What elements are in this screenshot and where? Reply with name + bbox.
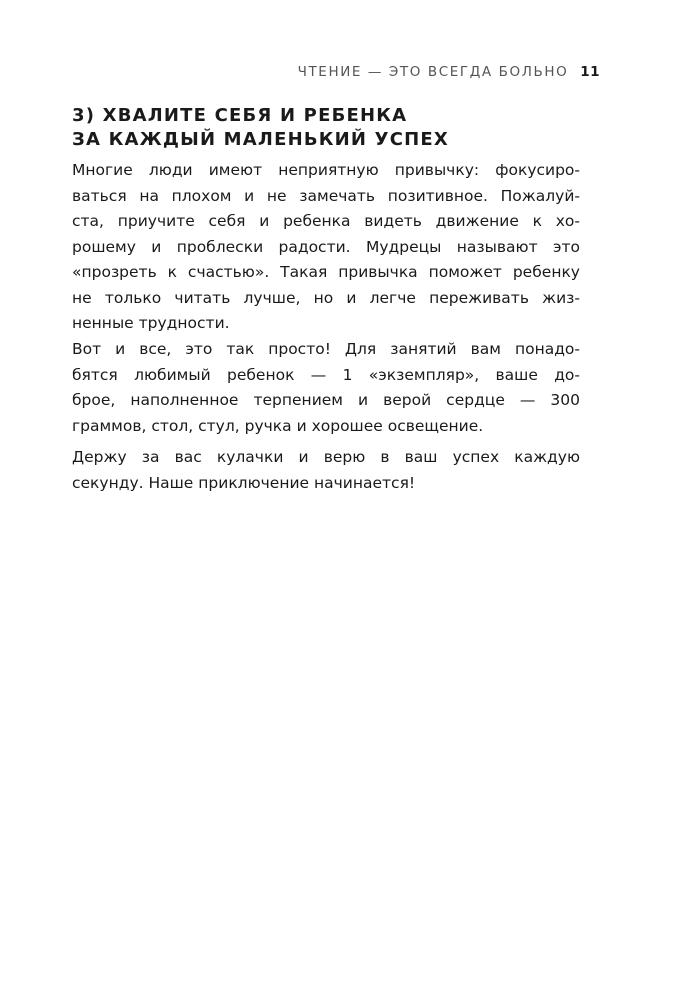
section-title-line: ЗА КАЖДЫЙ МАЛЕНЬКИЙ УСПЕХ: [72, 129, 449, 150]
section-title: [72, 104, 592, 152]
text-line: Многие люди имеют неприятную привычку: фокусиро-: [72, 161, 580, 179]
text-line: граммов, стол, стул, ручка и хорошее освещение.: [72, 416, 484, 435]
paragraph-3: [72, 445, 580, 496]
section-title-line: 3) ХВАЛИТЕ СЕБЯ И РЕБЕНКА: [72, 105, 408, 126]
paragraph-2: [72, 337, 580, 439]
text-line: не только читать лучше, но и легче переживать жиз-: [72, 288, 580, 307]
running-title: ЧТЕНИЕ — ЭТО ВСЕГДА БОЛЬНО: [297, 64, 569, 80]
text-line: бятся любимый ребенок — 1 «экземпляр», ваше до-: [72, 365, 580, 384]
text-line: рошему и проблески радости. Мудрецы называют это: [72, 237, 580, 256]
paragraph-1: [72, 158, 580, 337]
text-line: брое, наполненное терпением и верой сердце — 300: [72, 391, 580, 409]
text-line: Вот и все, это так просто! Для занятий вам понадо-: [72, 340, 580, 358]
text-line: ста, приучите себя и ребенка видеть движение к хо-: [72, 212, 580, 230]
text-line: ненные трудности.: [72, 314, 230, 332]
text-line: секунду. Наше приключение начинается!: [72, 473, 416, 492]
running-header: [298, 64, 600, 80]
text-line: ваться на плохом и не замечать позитивное. Пожалуй-: [72, 186, 580, 205]
text-line: Держу за вас кулачки и верю в ваш успех каждую: [72, 448, 580, 466]
text-line: «прозреть к счастью». Такая привычка поможет ребенку: [72, 263, 580, 281]
page-number: 11: [580, 64, 600, 80]
